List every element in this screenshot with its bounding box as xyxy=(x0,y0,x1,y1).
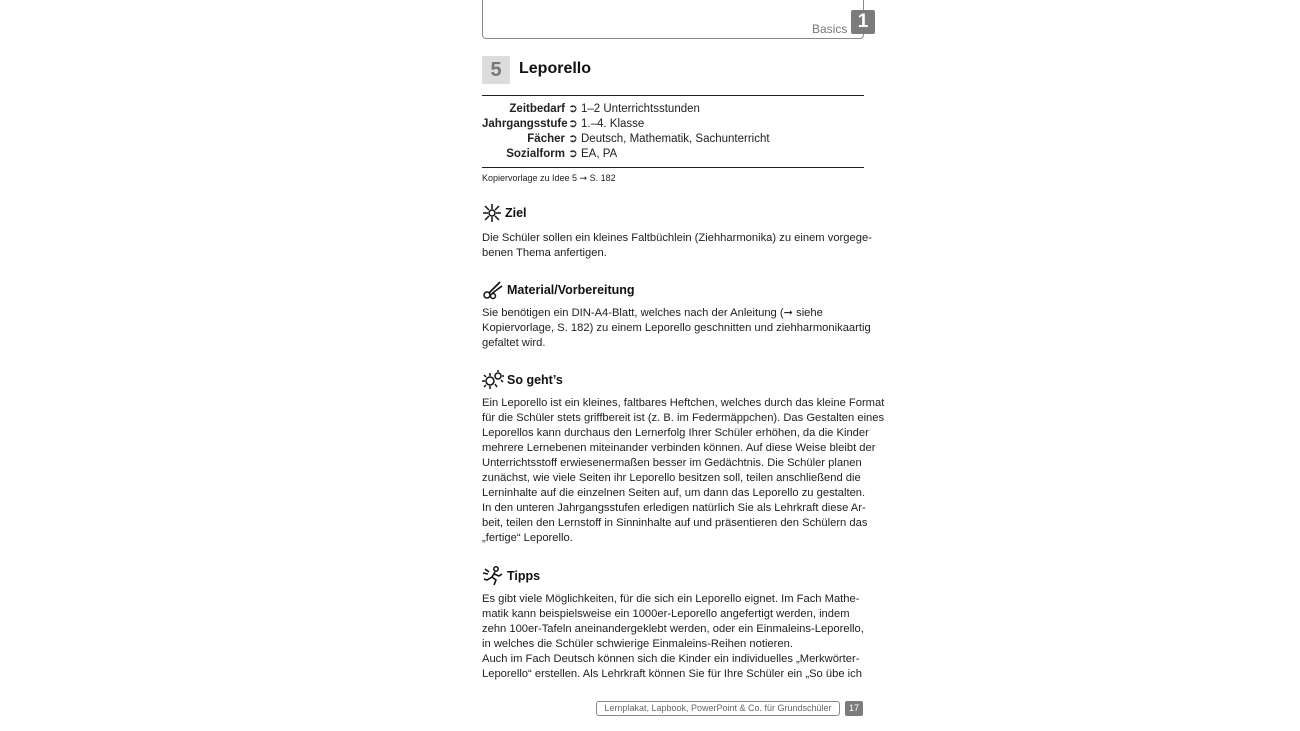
sogehts-paragraph xyxy=(482,396,885,546)
text-line: Die Schüler sollen ein kleines Faltbüchlein (Ziehharmonika) zu einem vorgege- xyxy=(482,232,872,244)
footer-book-title: Lernplakat, Lapbook, PowerPoint & Co. für Grundschüler xyxy=(596,701,840,716)
arrow-icon: ➲ xyxy=(568,118,578,130)
target-burst-icon xyxy=(482,204,502,222)
section-heading-tipps xyxy=(482,566,540,586)
text-line: zunächst, wie viele Seiten ihr Leporello besitzen soll, teilen anschließend die xyxy=(482,472,861,484)
section-heading-sogehts xyxy=(482,370,563,390)
kopiervorlage-reference: Kopiervorlage zu Idee 5 ➞ S. 182 xyxy=(482,173,616,183)
meta-row xyxy=(482,102,864,117)
section-heading-material xyxy=(482,280,635,300)
section-heading-text: Tipps xyxy=(507,569,541,583)
text-line: Unterrichtsstoff erwiesenermaßen besser im Gedächtnis. Die Schüler planen xyxy=(482,457,862,469)
page-number-badge: 17 xyxy=(845,701,863,716)
gears-icon xyxy=(482,370,504,390)
text-line: mehrere Lernebenen miteinander verbinden können. Auf diese Weise bleibt der xyxy=(482,442,876,454)
idea-number-badge: 5 xyxy=(482,56,510,84)
meta-value: 1–2 Unterrichtsstunden xyxy=(581,103,700,115)
idea-title: Leporello xyxy=(519,60,592,77)
text-line: Ein Leporello ist ein kleines, faltbares Heftchen, welches durch das kleine Format xyxy=(482,397,885,409)
arrow-icon: ➲ xyxy=(568,103,578,115)
meta-table xyxy=(482,102,864,162)
text-line: „fertige“ Leporello. xyxy=(482,532,573,544)
text-line: Leporello“ erstellen. Als Lehrkraft können Sie für Ihre Schüler ein „So übe ich xyxy=(482,668,862,680)
text-line: matik kann beispielsweise ein 1000er-Leporello angefertigt werden, indem xyxy=(482,608,850,620)
meta-row xyxy=(482,132,864,147)
material-paragraph xyxy=(482,306,871,351)
text-line: beit, teilen den Lernstoff in Sinninhalte auf und präsentieren den Schülern das xyxy=(482,517,868,529)
section-heading-text: Material/Vorbereitung xyxy=(507,283,635,297)
scissors-icon xyxy=(482,280,504,300)
ziel-paragraph xyxy=(482,231,872,261)
header-frame xyxy=(482,0,864,39)
meta-key: Fächer xyxy=(527,133,565,145)
section-heading-ziel xyxy=(482,204,527,222)
text-line: gefaltet wird. xyxy=(482,337,546,349)
meta-key: Zeitbedarf xyxy=(509,103,565,115)
meta-row xyxy=(482,117,864,132)
chapter-number-badge: 1 xyxy=(851,10,875,34)
text-line: zehn 100er-Tafeln aneinandergeklebt werden, oder ein Einmaleins-Leporello, xyxy=(482,623,864,635)
text-line: in welches die Schüler schwierige Einmaleins-Reihen notieren. xyxy=(482,638,793,650)
section-heading-text: So geht’s xyxy=(507,373,563,387)
meta-key: Sozialform xyxy=(506,148,565,160)
top-rule xyxy=(482,95,864,96)
text-line: Sie benötigen ein DIN-A4-Blatt, welches nach der Anleitung (➞ siehe xyxy=(482,307,823,319)
bottom-rule xyxy=(482,167,864,168)
meta-value: Deutsch, Mathematik, Sachunterricht xyxy=(581,133,770,145)
text-line: benen Thema anfertigen. xyxy=(482,247,607,259)
meta-value: EA, PA xyxy=(581,148,618,160)
text-line: Auch im Fach Deutsch können sich die Kinder ein individuelles „Merkwörter- xyxy=(482,653,860,665)
meta-row xyxy=(482,147,864,162)
meta-key: Jahrgangsstufe xyxy=(482,118,568,130)
text-line: Kopiervorlage, S. 182) zu einem Leporello geschnitten und ziehharmonikaartig xyxy=(482,322,871,334)
text-line: Lerninhalte auf die einzelnen Seiten auf, um dann das Leporello zu gestalten. xyxy=(482,487,866,499)
arrow-icon: ➲ xyxy=(568,133,578,145)
tipps-paragraph xyxy=(482,592,864,682)
text-line: Es gibt viele Möglichkeiten, für die sich ein Leporello eignet. Im Fach Mathe- xyxy=(482,593,860,605)
section-label: Basics xyxy=(812,22,848,36)
text-line: In den unteren Jahrgangsstufen erledigen natürlich Sie als Lehrkraft diese Ar- xyxy=(482,502,866,514)
meta-value: 1.–4. Klasse xyxy=(581,118,645,130)
section-heading-text: Ziel xyxy=(505,206,527,220)
text-line: für die Schüler stets griffbereit ist (z. B. im Federmäppchen). Das Gestalten eines xyxy=(482,412,885,424)
running-figure-icon xyxy=(482,566,504,586)
arrow-icon: ➲ xyxy=(568,148,578,160)
text-line: Leporellos kann durchaus den Lernerfolg Ihrer Schüler erhöhen, da die Kinder xyxy=(482,427,869,439)
